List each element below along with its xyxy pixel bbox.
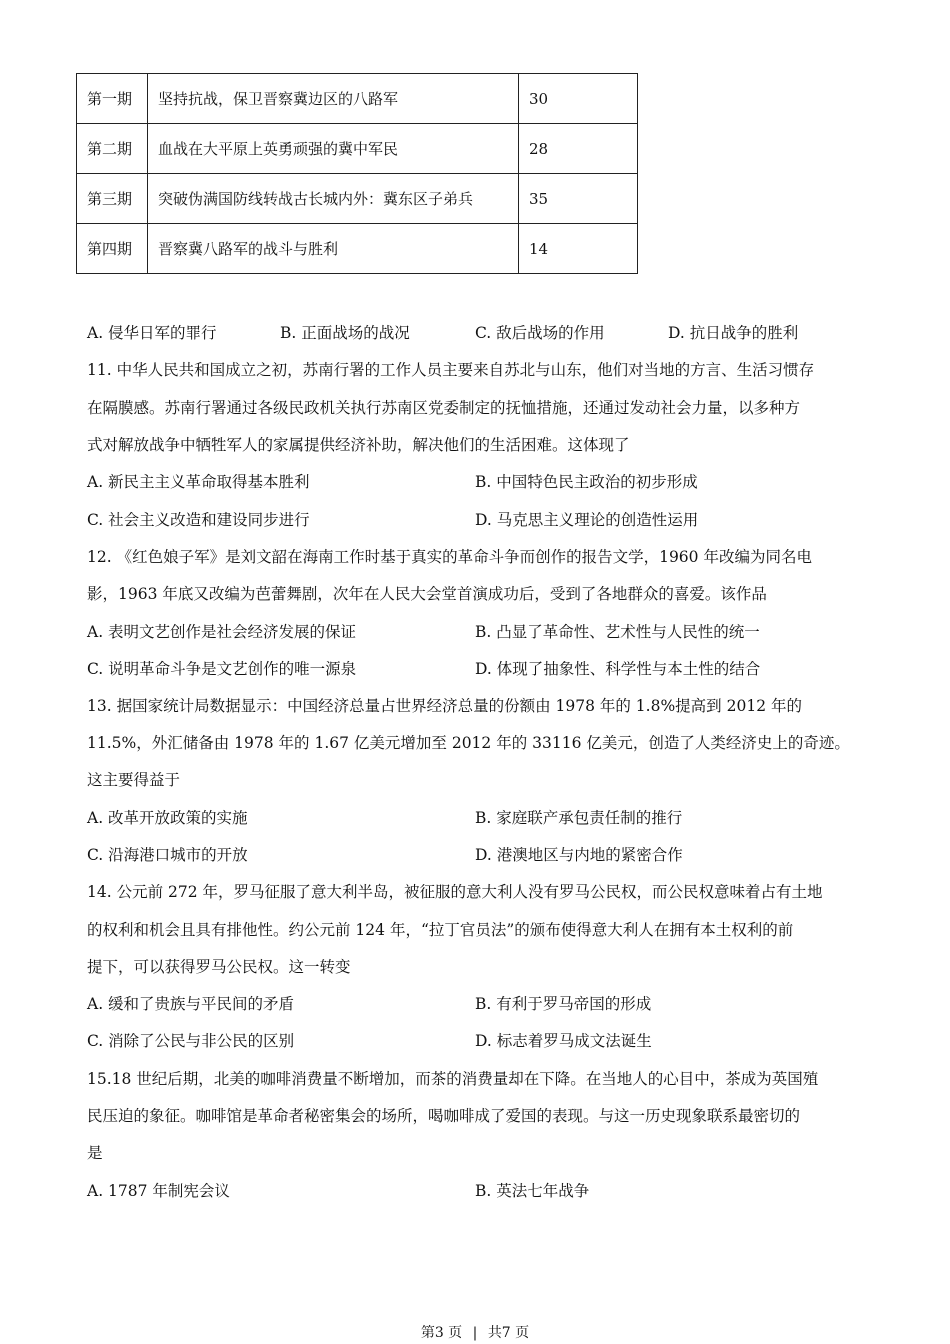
q10-option-d[interactable]: D. 抗日战争的胜利 (668, 324, 799, 342)
q15-stem-line: 是 (87, 1144, 103, 1162)
q12-option-d[interactable]: D. 体现了抽象性、科学性与本土性的结合 (475, 660, 761, 678)
count-cell: 35 (519, 174, 638, 224)
q11-option-d[interactable]: D. 马克思主义理论的创造性运用 (475, 511, 699, 529)
period-cell: 第四期 (77, 224, 148, 274)
q11-stem-line: 11. 中华人民共和国成立之初，苏南行署的工作人员主要来自苏北与山东，他们对当地的方言、生活习惯存 (87, 361, 815, 379)
q13-option-d[interactable]: D. 港澳地区与内地的紧密合作 (475, 846, 683, 864)
title-cell: 坚持抗战，保卫晋察冀边区的八路军 (148, 74, 519, 124)
period-cell: 第一期 (77, 74, 148, 124)
title-cell: 突破伪满国防线转战古长城内外：冀东区子弟兵 (148, 174, 519, 224)
count-cell: 30 (519, 74, 638, 124)
period-cell: 第二期 (77, 124, 148, 174)
q10-option-c[interactable]: C. 敌后战场的作用 (475, 324, 605, 342)
footer-separator: | (472, 1325, 478, 1341)
period-cell: 第三期 (77, 174, 148, 224)
q11-option-b[interactable]: B. 中国特色民主政治的初步形成 (475, 473, 698, 491)
q13-stem-line: 13. 据国家统计局数据显示：中国经济总量占世界经济总量的份额由 1978 年的 1.8%提高到 2012 年的 (87, 697, 802, 715)
exhibition-table (76, 73, 638, 274)
q11-option-c[interactable]: C. 社会主义改造和建设同步进行 (87, 511, 310, 529)
q13-stem-line: 这主要得益于 (87, 771, 181, 789)
q14-stem-line: 提下，可以获得罗马公民权。这一转变 (87, 958, 351, 976)
q14-option-c[interactable]: C. 消除了公民与非公民的区别 (87, 1032, 295, 1050)
q11-stem-line: 在隔膜感。苏南行署通过各级民政机关执行苏南区党委制定的抚恤措施，还通过发动社会力量，以多种方 (87, 399, 801, 417)
count-cell: 28 (519, 124, 638, 174)
q12-option-b[interactable]: B. 凸显了革命性、艺术性与人民性的统一 (475, 623, 760, 641)
table-row (77, 124, 638, 174)
count-cell: 14 (519, 224, 638, 274)
q11-option-a[interactable]: A. 新民主主义革命取得基本胜利 (87, 473, 310, 491)
q12-stem-line: 影，1963 年底又改编为芭蕾舞剧，次年在人民大会堂首演成功后，受到了各地群众的喜爱。该作品 (87, 585, 767, 603)
title-cell: 晋察冀八路军的战斗与胜利 (148, 224, 519, 274)
page-footer (0, 1322, 950, 1342)
q14-option-b[interactable]: B. 有利于罗马帝国的形成 (475, 995, 652, 1013)
q15-stem-line: 民压迫的象征。咖啡馆是革命者秘密集会的场所，喝咖啡成了爱国的表现。与这一历史现象联系最密切的 (87, 1107, 801, 1125)
page-number: 第3 页 (420, 1325, 463, 1341)
q12-option-c[interactable]: C. 说明革命斗争是文艺创作的唯一源泉 (87, 660, 357, 678)
q15-stem-line: 15.18 世纪后期，北美的咖啡消费量不断增加，而茶的消费量却在下降。在当地人的心目中，茶成为英国殖 (87, 1070, 819, 1088)
table-row (77, 174, 638, 224)
q13-option-b[interactable]: B. 家庭联产承包责任制的推行 (475, 809, 683, 827)
q12-option-a[interactable]: A. 表明文艺创作是社会经济发展的保证 (87, 623, 357, 641)
q10-option-b[interactable]: B. 正面战场的战况 (280, 324, 410, 342)
q13-option-c[interactable]: C. 沿海港口城市的开放 (87, 846, 248, 864)
page-total: 共7 页 (487, 1325, 530, 1341)
q15-option-a[interactable]: A. 1787 年制宪会议 (87, 1182, 230, 1200)
q13-stem-line: 11.5%，外汇储备由 1978 年的 1.67 亿美元增加至 2012 年的 33116 亿美元，创造了人类经济史上的奇迹。 (87, 734, 850, 752)
q13-option-a[interactable]: A. 改革开放政策的实施 (87, 809, 248, 827)
title-cell: 血战在大平原上英勇顽强的冀中军民 (148, 124, 519, 174)
q14-option-d[interactable]: D. 标志着罗马成文法诞生 (475, 1032, 652, 1050)
q15-option-b[interactable]: B. 英法七年战争 (475, 1182, 590, 1200)
q10-option-a[interactable]: A. 侵华日军的罪行 (87, 324, 217, 342)
q11-stem-line: 式对解放战争中牺牲军人的家属提供经济补助，解决他们的生活困难。这体现了 (87, 436, 630, 454)
q14-stem-line: 的权利和机会且具有排他性。约公元前 124 年，“拉丁官员法”的颁布使得意大利人在拥有本土权利的前 (87, 921, 794, 939)
q12-stem-line: 12. 《红色娘子军》是刘文韶在海南工作时基于真实的革命斗争而创作的报告文学，1960 年改编为同名电 (87, 548, 812, 566)
table-row (77, 224, 638, 274)
table-row (77, 74, 638, 124)
q14-option-a[interactable]: A. 缓和了贵族与平民间的矛盾 (87, 995, 295, 1013)
q14-stem-line: 14. 公元前 272 年，罗马征服了意大利半岛，被征服的意大利人没有罗马公民权，而公民权意味着占有土地 (87, 883, 823, 901)
